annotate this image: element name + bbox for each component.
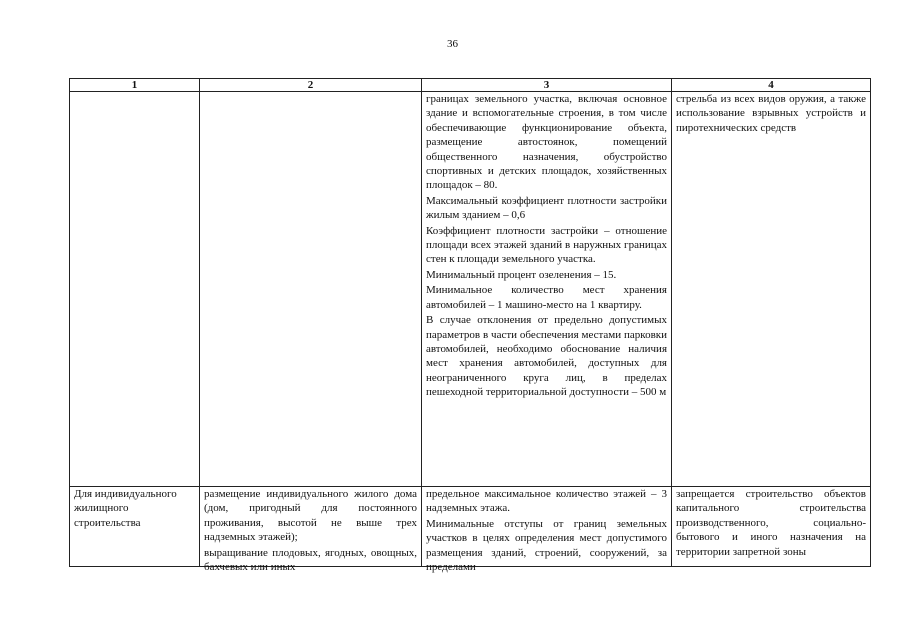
- regulations-table: [69, 78, 871, 574]
- row2-col4-text: запрещается строительство объектов капитального строительства производственного, социально-бытового и иного назначения на территории запретной зоны: [676, 488, 866, 558]
- row1-col2-cell: [200, 92, 422, 487]
- row2-col2-cell: [200, 487, 422, 574]
- row1-col3-paragraph: В случае отклонения от предельно допустимых параметров в части обеспечения местами парковки автомобилей, необходимо обоснование наличия мест хранения автомобилей, доступных для неограниченного круга лиц, в пределах пешеходной территориальной доступности – 500 м: [426, 314, 667, 399]
- table-row: [70, 92, 871, 487]
- header-cell-1: 1: [70, 79, 200, 92]
- row1-col3-cell: [422, 92, 672, 487]
- row1-col3-paragraph: Минимальный процент озеленения – 15.: [426, 268, 617, 281]
- table-header-row: [70, 79, 871, 92]
- row2-col1-text: Для индивидуального жилищного строительства: [74, 488, 177, 529]
- row1-col3-paragraph: Максимальный коэффициент плотности застройки жилым зданием – 0,6: [426, 194, 667, 222]
- table-row: [70, 487, 871, 567]
- row1-col1-cell: [70, 92, 200, 487]
- header-cell-3: 3: [422, 79, 672, 92]
- row2-col3-paragraph: Минимальные отступы от границ земельных участков в целях определения мест допустимого размещения зданий, строений, сооружений, за пределами: [426, 517, 667, 574]
- row2-col3-paragraph: предельное максимальное количество этажей – 3 надземных этажа.: [426, 488, 667, 515]
- header-cell-2: 2: [200, 79, 422, 92]
- header-cell-4: 4: [672, 79, 871, 92]
- row1-col3-paragraph: Коэффициент плотности застройки – отношение площади всех этажей зданий в наружных границах стен к площади земельного участка.: [426, 224, 667, 266]
- row1-col3-paragraph: Минимальное количество мест хранения автомобилей – 1 машино-место на 1 квартиру.: [426, 284, 667, 311]
- row2-col1-cell: [70, 487, 200, 567]
- row2-col2-paragraph: выращивание плодовых, ягодных, овощных, бахчевых или иных: [204, 546, 417, 574]
- row2-col4-cell: [672, 487, 871, 567]
- page-number: 36: [447, 38, 458, 50]
- row1-col3-paragraph: границах земельного участка, включая основное здание и вспомогательные строения, в том числе обеспечивающие функционирование объекта, размещение автостоянок, помещений общественного назначения, обустройство спортивных и детских площадок, хозяйственных площадок – 80.: [426, 93, 667, 192]
- row2-col3-cell: [422, 487, 672, 574]
- row1-col4-cell: стрельба из всех видов оружия, а также использование взрывных устройств и пиротехнических средств: [672, 92, 871, 487]
- row2-col2-paragraph: размещение индивидуального жилого дома (дом, пригодный для постоянного проживания, высотой не выше трех надземных этажей);: [204, 488, 417, 544]
